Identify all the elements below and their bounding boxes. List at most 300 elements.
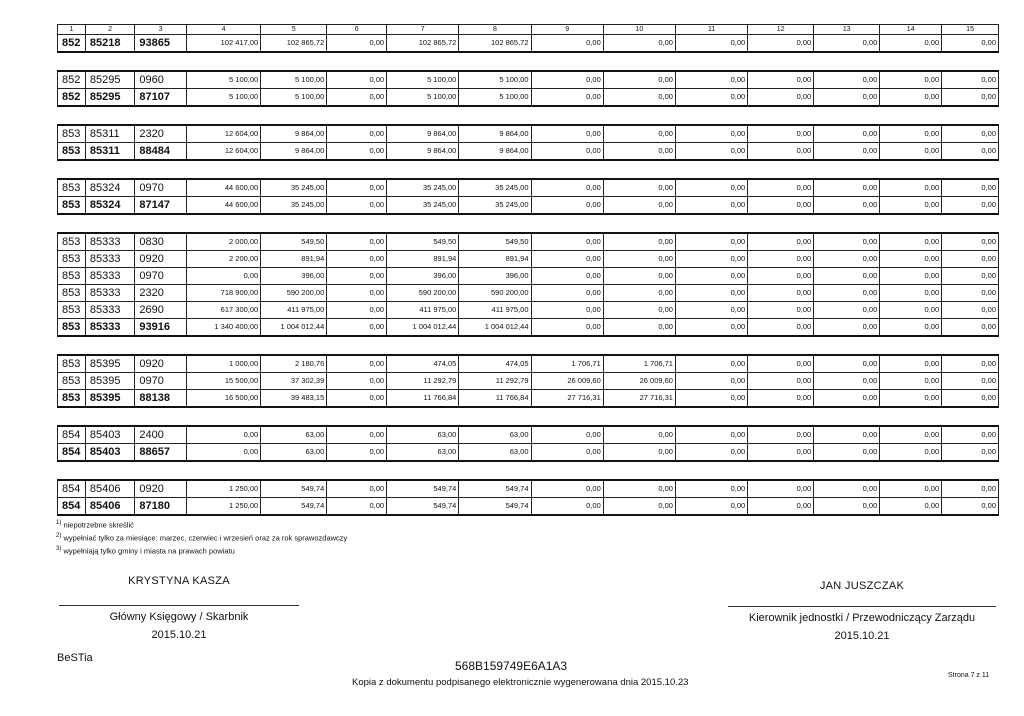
column-number: 4 <box>186 25 260 35</box>
amount-cell: 0,00 <box>675 444 747 462</box>
amount-cell: 617 300,00 <box>186 302 260 319</box>
paragraph-cell: 87180 <box>135 498 187 516</box>
amount-cell: 0,00 <box>675 71 747 89</box>
signer-role: Główny Księgowy / Skarbnik <box>109 611 249 623</box>
amount-cell: 0,00 <box>748 373 814 390</box>
table-row-total <box>58 444 999 462</box>
section-cell: 852 <box>58 89 86 107</box>
amount-cell: 0,00 <box>814 390 880 408</box>
amount-cell: 1 000,00 <box>186 355 260 373</box>
page-number: Strona 7 z 11 <box>948 672 990 679</box>
amount-cell: 0,00 <box>748 480 814 498</box>
amount-cell: 0,00 <box>880 355 942 373</box>
amount-cell: 0,00 <box>327 355 387 373</box>
table-body <box>58 25 999 516</box>
amount-cell: 9 864,00 <box>387 143 459 161</box>
amount-cell: 35 245,00 <box>387 197 459 215</box>
amount-cell: 5 100,00 <box>186 71 260 89</box>
paragraph-cell: 2400 <box>135 426 187 444</box>
amount-cell: 63,00 <box>387 426 459 444</box>
footnote-text: wypełniać tylko za miesiące: marzec, czerwiec i wrzesień oraz za rok sprawozdawczy <box>63 533 348 543</box>
amount-cell: 0,00 <box>942 89 999 107</box>
amount-cell: 2 000,00 <box>186 233 260 251</box>
amount-cell: 0,00 <box>531 498 603 516</box>
amount-cell: 0,00 <box>814 179 880 197</box>
chapter-cell: 85333 <box>85 233 135 251</box>
amount-cell: 0,00 <box>880 302 942 319</box>
amount-cell: 0,00 <box>531 233 603 251</box>
chapter-cell: 85218 <box>85 35 135 53</box>
amount-cell: 549,74 <box>459 480 531 498</box>
amount-cell: 0,00 <box>942 233 999 251</box>
amount-cell: 27 716,31 <box>603 390 675 408</box>
chapter-cell: 85403 <box>85 444 135 462</box>
amount-cell: 0,00 <box>327 71 387 89</box>
table-row <box>58 480 999 498</box>
amount-cell: 0,00 <box>880 35 942 53</box>
amount-cell: 39 483,15 <box>261 390 327 408</box>
paragraph-cell: 2320 <box>135 285 187 302</box>
column-number: 15 <box>942 25 999 35</box>
amount-cell: 0,00 <box>814 251 880 268</box>
table-row <box>58 426 999 444</box>
signature-date: 2015.10.21 <box>151 629 207 641</box>
paragraph-cell: 0920 <box>135 480 187 498</box>
amount-cell: 5 100,00 <box>459 71 531 89</box>
chapter-cell: 85295 <box>85 89 135 107</box>
amount-cell: 0,00 <box>327 125 387 143</box>
amount-cell: 0,00 <box>880 143 942 161</box>
chapter-cell: 85333 <box>85 302 135 319</box>
section-cell: 853 <box>58 125 86 143</box>
amount-cell: 0,00 <box>603 285 675 302</box>
amount-cell: 0,00 <box>675 197 747 215</box>
amount-cell: 0,00 <box>531 35 603 53</box>
amount-cell: 0,00 <box>814 426 880 444</box>
amount-cell: 891,94 <box>459 251 531 268</box>
footnote-3 <box>56 544 347 557</box>
amount-cell: 0,00 <box>186 268 260 285</box>
amount-cell: 0,00 <box>675 285 747 302</box>
amount-cell: 0,00 <box>748 35 814 53</box>
amount-cell: 9 864,00 <box>261 143 327 161</box>
amount-cell: 0,00 <box>814 319 880 337</box>
footnote-mark: 3) <box>56 546 62 552</box>
document-hash: 568B159749E6A1A3 <box>455 659 568 673</box>
column-number: 11 <box>675 25 747 35</box>
amount-cell: 0,00 <box>603 480 675 498</box>
amount-cell: 0,00 <box>814 35 880 53</box>
section-cell: 853 <box>58 373 86 390</box>
amount-cell: 0,00 <box>880 197 942 215</box>
amount-cell: 15 500,00 <box>186 373 260 390</box>
section-cell: 853 <box>58 233 86 251</box>
table-row <box>58 302 999 319</box>
amount-cell: 0,00 <box>748 125 814 143</box>
table-row-total <box>58 390 999 408</box>
amount-cell: 0,00 <box>880 233 942 251</box>
amount-cell: 0,00 <box>814 268 880 285</box>
signer-name: KRYSTYNA KASZA <box>128 575 230 587</box>
amount-cell: 0,00 <box>531 285 603 302</box>
section-cell: 853 <box>58 355 86 373</box>
amount-cell: 0,00 <box>603 125 675 143</box>
amount-cell: 5 100,00 <box>459 89 531 107</box>
section-cell: 854 <box>58 426 86 444</box>
amount-cell: 0,00 <box>748 319 814 337</box>
amount-cell: 1 706,71 <box>531 355 603 373</box>
chapter-cell: 85395 <box>85 390 135 408</box>
group-separator <box>58 214 999 233</box>
table-row <box>58 355 999 373</box>
column-number: 5 <box>261 25 327 35</box>
column-number: 14 <box>880 25 942 35</box>
amount-cell: 0,00 <box>327 179 387 197</box>
amount-cell: 891,94 <box>261 251 327 268</box>
amount-cell: 0,00 <box>814 125 880 143</box>
amount-cell: 0,00 <box>675 143 747 161</box>
amount-cell: 0,00 <box>942 143 999 161</box>
footnotes <box>56 518 347 557</box>
paragraph-cell: 93865 <box>135 35 187 53</box>
chapter-cell: 85333 <box>85 285 135 302</box>
amount-cell: 0,00 <box>880 480 942 498</box>
amount-cell: 0,00 <box>880 179 942 197</box>
amount-cell: 590 200,00 <box>459 285 531 302</box>
amount-cell: 718 900,00 <box>186 285 260 302</box>
paragraph-cell: 2320 <box>135 125 187 143</box>
amount-cell: 0,00 <box>603 233 675 251</box>
section-cell: 854 <box>58 498 86 516</box>
amount-cell: 0,00 <box>675 302 747 319</box>
amount-cell: 11 766,84 <box>459 390 531 408</box>
amount-cell: 0,00 <box>814 197 880 215</box>
amount-cell: 0,00 <box>603 302 675 319</box>
amount-cell: 0,00 <box>327 319 387 337</box>
chapter-cell: 85395 <box>85 355 135 373</box>
amount-cell: 37 302,39 <box>261 373 327 390</box>
amount-cell: 549,50 <box>459 233 531 251</box>
amount-cell: 0,00 <box>327 197 387 215</box>
separator-cell <box>58 214 999 233</box>
amount-cell: 474,05 <box>387 355 459 373</box>
amount-cell: 1 250,00 <box>186 480 260 498</box>
amount-cell: 0,00 <box>814 480 880 498</box>
amount-cell: 0,00 <box>880 125 942 143</box>
amount-cell: 0,00 <box>748 268 814 285</box>
amount-cell: 0,00 <box>327 390 387 408</box>
amount-cell: 0,00 <box>814 355 880 373</box>
amount-cell: 0,00 <box>531 125 603 143</box>
amount-cell: 0,00 <box>942 251 999 268</box>
amount-cell: 0,00 <box>748 143 814 161</box>
amount-cell: 1 004 012,44 <box>261 319 327 337</box>
amount-cell: 0,00 <box>603 143 675 161</box>
amount-cell: 0,00 <box>675 319 747 337</box>
footnote-1 <box>56 518 347 531</box>
amount-cell: 0,00 <box>603 251 675 268</box>
column-number: 8 <box>459 25 531 35</box>
amount-cell: 0,00 <box>603 268 675 285</box>
paragraph-cell: 87147 <box>135 197 187 215</box>
chapter-cell: 85333 <box>85 268 135 285</box>
amount-cell: 0,00 <box>675 498 747 516</box>
amount-cell: 0,00 <box>327 426 387 444</box>
signature-line <box>728 606 996 607</box>
amount-cell: 396,00 <box>261 268 327 285</box>
amount-cell: 0,00 <box>748 498 814 516</box>
amount-cell: 0,00 <box>327 302 387 319</box>
table-row <box>58 373 999 390</box>
amount-cell: 0,00 <box>748 251 814 268</box>
amount-cell: 2 200,00 <box>186 251 260 268</box>
column-number: 6 <box>327 25 387 35</box>
amount-cell: 0,00 <box>531 268 603 285</box>
amount-cell: 0,00 <box>748 233 814 251</box>
amount-cell: 0,00 <box>942 390 999 408</box>
table-row <box>58 233 999 251</box>
paragraph-cell: 0970 <box>135 179 187 197</box>
amount-cell: 0,00 <box>880 498 942 516</box>
amount-cell: 12 604,00 <box>186 143 260 161</box>
amount-cell: 0,00 <box>531 71 603 89</box>
section-cell: 853 <box>58 251 86 268</box>
amount-cell: 35 245,00 <box>261 197 327 215</box>
table-row-total <box>58 319 999 337</box>
amount-cell: 26 009,60 <box>531 373 603 390</box>
table-row-total <box>58 143 999 161</box>
section-cell: 854 <box>58 480 86 498</box>
signature-line <box>59 605 299 606</box>
amount-cell: 0,00 <box>603 197 675 215</box>
amount-cell: 0,00 <box>814 373 880 390</box>
amount-cell: 0,00 <box>942 373 999 390</box>
amount-cell: 11 292,79 <box>459 373 531 390</box>
chapter-cell: 85295 <box>85 71 135 89</box>
chapter-cell: 85406 <box>85 480 135 498</box>
amount-cell: 0,00 <box>531 444 603 462</box>
amount-cell: 0,00 <box>880 251 942 268</box>
chapter-cell: 85324 <box>85 197 135 215</box>
amount-cell: 0,00 <box>748 285 814 302</box>
amount-cell: 396,00 <box>459 268 531 285</box>
table-row <box>58 71 999 89</box>
group-separator <box>58 106 999 125</box>
column-number: 1 <box>58 25 86 35</box>
table-row <box>58 285 999 302</box>
amount-cell: 102 865,72 <box>261 35 327 53</box>
amount-cell: 0,00 <box>814 143 880 161</box>
separator-cell <box>58 336 999 355</box>
column-number: 12 <box>748 25 814 35</box>
chapter-cell: 85403 <box>85 426 135 444</box>
table-row-total <box>58 89 999 107</box>
table-row <box>58 268 999 285</box>
amount-cell: 0,00 <box>603 35 675 53</box>
footnote-mark: 1) <box>56 520 62 526</box>
section-cell: 853 <box>58 143 86 161</box>
amount-cell: 0,00 <box>531 143 603 161</box>
group-separator <box>58 461 999 480</box>
signature-block-accountant <box>59 575 299 641</box>
amount-cell: 5 100,00 <box>186 89 260 107</box>
amount-cell: 549,74 <box>387 498 459 516</box>
amount-cell: 0,00 <box>675 426 747 444</box>
amount-cell: 0,00 <box>675 355 747 373</box>
amount-cell: 0,00 <box>748 355 814 373</box>
amount-cell: 0,00 <box>942 444 999 462</box>
section-cell: 853 <box>58 197 86 215</box>
paragraph-cell: 87107 <box>135 89 187 107</box>
amount-cell: 0,00 <box>675 268 747 285</box>
amount-cell: 44 600,00 <box>186 197 260 215</box>
amount-cell: 0,00 <box>675 390 747 408</box>
signer-name: JAN JUSZCZAK <box>819 580 905 592</box>
amount-cell: 0,00 <box>603 71 675 89</box>
amount-cell: 396,00 <box>387 268 459 285</box>
chapter-cell: 85395 <box>85 373 135 390</box>
amount-cell: 0,00 <box>186 444 260 462</box>
amount-cell: 26 009,60 <box>603 373 675 390</box>
amount-cell: 0,00 <box>186 426 260 444</box>
amount-cell: 590 200,00 <box>261 285 327 302</box>
amount-cell: 5 100,00 <box>261 89 327 107</box>
chapter-cell: 85311 <box>85 125 135 143</box>
amount-cell: 549,50 <box>261 233 327 251</box>
amount-cell: 0,00 <box>603 498 675 516</box>
amount-cell: 0,00 <box>814 71 880 89</box>
amount-cell: 0,00 <box>748 390 814 408</box>
amount-cell: 0,00 <box>675 251 747 268</box>
paragraph-cell: 2690 <box>135 302 187 319</box>
amount-cell: 411 975,00 <box>261 302 327 319</box>
amount-cell: 0,00 <box>675 125 747 143</box>
amount-cell: 0,00 <box>603 89 675 107</box>
column-number: 10 <box>603 25 675 35</box>
amount-cell: 0,00 <box>814 302 880 319</box>
section-cell: 854 <box>58 444 86 462</box>
amount-cell: 9 864,00 <box>387 125 459 143</box>
amount-cell: 1 340 400,00 <box>186 319 260 337</box>
amount-cell: 0,00 <box>603 444 675 462</box>
amount-cell: 63,00 <box>261 444 327 462</box>
separator-cell <box>58 160 999 179</box>
paragraph-cell: 0920 <box>135 251 187 268</box>
paragraph-cell: 0970 <box>135 268 187 285</box>
software-name: BeSTia <box>57 652 93 664</box>
table-row <box>58 179 999 197</box>
amount-cell: 35 245,00 <box>387 179 459 197</box>
amount-cell: 27 716,31 <box>531 390 603 408</box>
amount-cell: 0,00 <box>942 302 999 319</box>
paragraph-cell: 0960 <box>135 71 187 89</box>
amount-cell: 0,00 <box>880 71 942 89</box>
amount-cell: 0,00 <box>880 285 942 302</box>
chapter-cell: 85406 <box>85 498 135 516</box>
amount-cell: 0,00 <box>603 319 675 337</box>
amount-cell: 0,00 <box>814 233 880 251</box>
group-separator <box>58 160 999 179</box>
amount-cell: 9 864,00 <box>459 125 531 143</box>
amount-cell: 549,74 <box>459 498 531 516</box>
section-cell: 853 <box>58 390 86 408</box>
chapter-cell: 85333 <box>85 251 135 268</box>
table-row-total <box>58 498 999 516</box>
amount-cell: 0,00 <box>327 35 387 53</box>
amount-cell: 0,00 <box>880 390 942 408</box>
amount-cell: 0,00 <box>814 285 880 302</box>
amount-cell: 0,00 <box>531 179 603 197</box>
amount-cell: 11 292,79 <box>387 373 459 390</box>
chapter-cell: 85333 <box>85 319 135 337</box>
amount-cell: 0,00 <box>675 373 747 390</box>
amount-cell: 0,00 <box>748 444 814 462</box>
amount-cell: 0,00 <box>531 197 603 215</box>
amount-cell: 1 004 012,44 <box>387 319 459 337</box>
amount-cell: 63,00 <box>261 426 327 444</box>
group-separator <box>58 407 999 426</box>
amount-cell: 590 200,00 <box>387 285 459 302</box>
amount-cell: 0,00 <box>880 373 942 390</box>
amount-cell: 5 100,00 <box>261 71 327 89</box>
amount-cell: 0,00 <box>748 197 814 215</box>
amount-cell: 9 864,00 <box>459 143 531 161</box>
amount-cell: 549,50 <box>387 233 459 251</box>
amount-cell: 0,00 <box>603 426 675 444</box>
paragraph-cell: 0970 <box>135 373 187 390</box>
amount-cell: 0,00 <box>327 444 387 462</box>
amount-cell: 0,00 <box>675 89 747 107</box>
amount-cell: 12 604,00 <box>186 125 260 143</box>
copy-note: Kopia z dokumentu podpisanego elektronicznie wygenerowana dnia 2015.10.23 <box>352 677 689 688</box>
table-row-total <box>58 197 999 215</box>
amount-cell: 0,00 <box>942 125 999 143</box>
column-number: 2 <box>85 25 135 35</box>
separator-cell <box>58 106 999 125</box>
table-row <box>58 251 999 268</box>
amount-cell: 0,00 <box>748 426 814 444</box>
amount-cell: 0,00 <box>327 373 387 390</box>
amount-cell: 0,00 <box>603 179 675 197</box>
amount-cell: 474,05 <box>459 355 531 373</box>
amount-cell: 0,00 <box>327 285 387 302</box>
amount-cell: 0,00 <box>942 71 999 89</box>
amount-cell: 411 975,00 <box>387 302 459 319</box>
paragraph-cell: 93916 <box>135 319 187 337</box>
amount-cell: 0,00 <box>675 233 747 251</box>
amount-cell: 0,00 <box>327 233 387 251</box>
amount-cell: 0,00 <box>942 268 999 285</box>
paragraph-cell: 0920 <box>135 355 187 373</box>
amount-cell: 0,00 <box>675 179 747 197</box>
amount-cell: 0,00 <box>327 498 387 516</box>
amount-cell: 0,00 <box>942 426 999 444</box>
amount-cell: 0,00 <box>814 444 880 462</box>
amount-cell: 0,00 <box>942 480 999 498</box>
footnote-mark: 2) <box>56 533 62 539</box>
column-number: 7 <box>387 25 459 35</box>
table-row <box>58 125 999 143</box>
section-cell: 853 <box>58 179 86 197</box>
amount-cell: 0,00 <box>748 179 814 197</box>
amount-cell: 411 975,00 <box>459 302 531 319</box>
amount-cell: 0,00 <box>531 89 603 107</box>
column-number-header <box>58 25 999 35</box>
section-cell: 853 <box>58 268 86 285</box>
amount-cell: 549,74 <box>261 498 327 516</box>
amount-cell: 0,00 <box>942 179 999 197</box>
amount-cell: 9 864,00 <box>261 125 327 143</box>
